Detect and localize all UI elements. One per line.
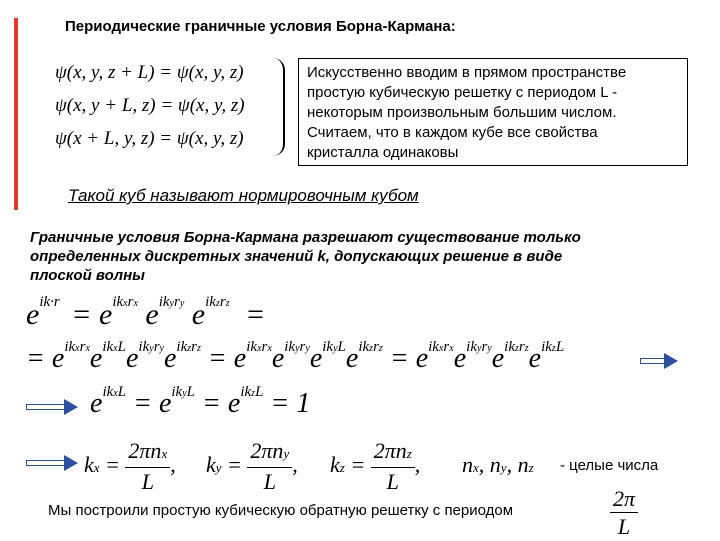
footer-text: Мы построили простую кубическую обратную решетку с периодом	[48, 502, 514, 519]
arrow-right-icon	[640, 358, 666, 364]
arrow-right-icon	[26, 460, 66, 466]
arrow-right-icon-head	[664, 353, 678, 369]
right-brace	[273, 58, 285, 156]
slide-title: Периодические граничные условия Борна-Кармана:	[65, 18, 456, 35]
integers-label: - целые числа	[560, 457, 659, 474]
k-x-value: kx = $\frac{\text{2πnx}}{L}$ ,	[84, 438, 176, 494]
reciprocal-period: $\frac{2\pi}{L}$	[610, 486, 638, 541]
note-box	[298, 58, 688, 166]
paragraph-line: определенных дискретных значений k, допускающих решение в виде	[30, 248, 563, 265]
arrow-right-icon-head	[64, 399, 78, 415]
n-list: nx, ny, nz	[462, 452, 534, 477]
k-y-value: ky = $\frac{\text{2πny}}{L}$ ,	[206, 438, 298, 494]
equation-product-expansion: = $e^{ikxrx}e^{ikxL}e^{ikyry}e^{ikzrz} = e^{ikxrx}e^{ikyry}e^{ikyL}e^{ikzrz} = e^{ikxrx}e^{ikyry}e^{ikzrz}e^{ikzL}$	[26, 339, 565, 374]
bc-equation-z: ψ(x, y, z + L) = ψ(x, y, z)	[55, 62, 244, 83]
paragraph-line: Граничные условия Борна-Кармана разрешают существование только	[30, 229, 581, 246]
paragraph-line: плоской волны	[30, 267, 145, 284]
equation-periodic-condition: $e^{ikxL} = e^{ikyL} = e^{ikzL} = 1$	[90, 384, 311, 419]
bc-equation-y: ψ(x, y + L, z) = ψ(x, y, z)	[55, 95, 245, 116]
k-z-value: kz = $\frac{\text{2πnz}}{L}$ ,	[330, 438, 421, 494]
boundary-paragraph	[30, 228, 581, 285]
red-accent-bar	[14, 18, 18, 210]
arrow-right-icon	[26, 404, 66, 410]
note-line: Считаем, что в каждом кубе все свойства	[307, 124, 598, 141]
note-line: некоторым произвольным большим числом.	[307, 104, 617, 121]
note-line: простую кубическую решетку с периодом L -	[307, 84, 618, 101]
equation-plane-wave: $e^{ik\cdot r} = e^{ikxrx}$ $e^{ikyry}$ $e^{ikzrz}$ =	[26, 294, 266, 331]
bc-equation-x: ψ(x + L, y, z) = ψ(x, y, z)	[55, 128, 244, 149]
note-line: Искусственно вводим в прямом пространстве	[307, 64, 627, 81]
cube-caption: Такой куб называют нормировочным кубом	[68, 186, 419, 205]
note-line: кристалла одинаковы	[307, 144, 459, 161]
arrow-right-icon-head	[64, 455, 78, 471]
